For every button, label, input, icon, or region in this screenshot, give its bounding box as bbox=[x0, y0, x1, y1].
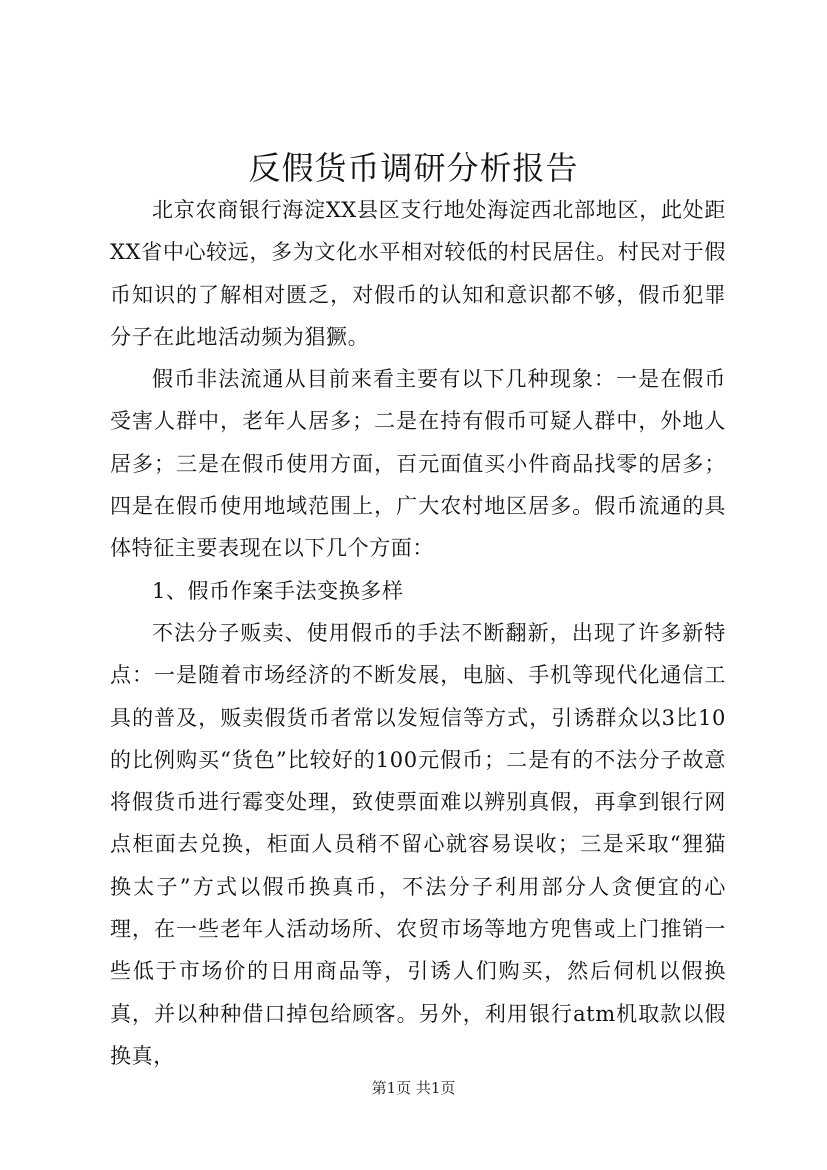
document-body bbox=[110, 189, 726, 1077]
paragraph-phenomena: 假币非法流通从目前来看主要有以下几种现象：一是在假币受害人群中，老年人居多；二是在持有假币可疑人群中，外地人居多；三是在假币使用方面，百元面值买小件商品找零的居多；四是在假币使用地域范围上，广大农村地区居多。假币流通的具体特征主要表现在以下几个方面： bbox=[110, 367, 726, 561]
section-heading-1: 1、假币作案手法变换多样 bbox=[152, 578, 404, 603]
paragraph-methods: 不法分子贩卖、使用假币的手法不断翻新，出现了许多新特点：一是随着市场经济的不断发展，电脑、手机等现代化通信工具的普及，贩卖假货币者常以发短信等方式，引诱群众以3比10的比例购买“货色”比较好的100元假币；二是有的不法分子故意将假货币进行霉变处理，致使票面难以辨别真假，再拿到银行网点柜面去兑换，柜面人员稍不留心就容易误收；三是采取“狸猫换太子”方式以假币换真币，不法分子利用部分人贪便宜的心理，在一些老年人活动场所、农贸市场等地方兜售或上门推销一些低于市场价的日用商品等，引诱人们购买，然后伺机以假换真，并以种种借口掉包给顾客。另外，利用银行atm机取款以假换真， bbox=[110, 620, 726, 1068]
document-title: 反假货币调研分析报告 bbox=[248, 149, 579, 187]
paragraph-intro: 北京农商银行海淀XX县区支行地处海淀西北部地区，此处距XX省中心较远，多为文化水平相对较低的村民居住。村民对于假币知识的了解相对匮乏，对假币的认知和意识都不够，假币犯罪分子在此地活动频为猖獗。 bbox=[110, 198, 726, 349]
page-footer: 第1页 共1页 bbox=[371, 1079, 456, 1097]
